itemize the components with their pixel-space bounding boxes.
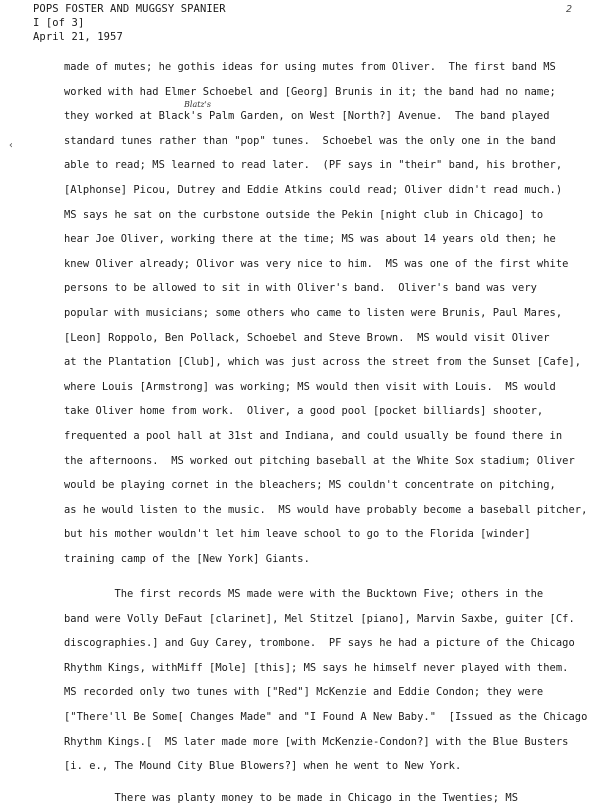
transcript-line: persons to be allowed to sit in with Oliver's band. Oliver's band was very — [64, 282, 537, 295]
transcript-line: worked with had Elmer Schoebel and [Georg] Brunis in it; the band had no name; — [64, 85, 556, 98]
transcript-line: band were Volly DeFaut [clarinet], Mel Stitzel [piano], Marvin Saxbe, guiter [Cf. — [64, 612, 575, 625]
transcript-line: ["There'll Be Some[ Changes Made" and "I Found A New Baby." [Issued as the Chicago — [64, 711, 588, 723]
transcript-line: There was planty money to be made in Chicago in the Twenties; MS — [64, 792, 519, 805]
transcript-line: MS says he sat on the curbstone outside the Pekin [night club in Chicago] to — [64, 208, 544, 221]
handwritten-insert: Blatz's — [184, 100, 211, 109]
transcript-line: [i. e., The Mound City Blue Blowers?] when he went to New York. — [64, 760, 462, 773]
header-date: April 21, 1957 — [33, 31, 123, 43]
document-header — [33, 2, 226, 44]
transcript-line: but his mother wouldn't let him leave school to go to the Florida [winder] — [64, 528, 531, 541]
transcript-line: MS recorded only two tunes with ["Red"] McKenzie and Eddie Condon; they were — [64, 686, 544, 699]
transcript-line: knew Oliver already; Olivor was very nice to him. MS was one of the first white — [64, 257, 569, 270]
transcript-line: would be playing cornet in the bleachers; MS couldn't concentrate on pitching, — [64, 479, 556, 492]
transcript-line: as he would listen to the music. MS would have probably become a baseball pitcher, — [64, 503, 588, 516]
header-reel: I [of 3] — [33, 17, 85, 29]
transcript-line: able to read; MS learned to read later. (PF says in "their" band, his brother, — [64, 159, 563, 172]
transcript-line: [Alphonse] Picou, Dutrey and Eddie Atkins could read; Oliver didn't read much.) — [64, 184, 563, 196]
transcript-line: they worked at Black's Palm Garden, on West [North?] Avenue. The band played — [64, 110, 550, 123]
margin-mark: ‹ — [8, 140, 15, 151]
transcript-line: standard tunes rather than "pop" tunes. Schoebel was the only one in the band — [64, 134, 556, 147]
page-number: 2 — [566, 4, 573, 15]
transcript-line: Rhythm Kings, withMiff [Mole] [this]; MS says he himself never played with them. — [64, 661, 569, 674]
header-title: POPS FOSTER AND MUGGSY SPANIER — [33, 3, 226, 15]
transcript-line: hear Joe Oliver, working there at the time; MS was about 14 years old then; he — [64, 233, 556, 246]
transcript-line: popular with musicians; some others who came to listen were Brunis, Paul Mares, — [64, 307, 563, 319]
transcript-line: [Leon] Roppolo, Ben Pollack, Schoebel and Steve Brown. MS would visit Oliver — [64, 331, 550, 344]
transcript-line: The first records MS made were with the Bucktown Five; others in the — [64, 588, 544, 600]
transcript-line: take Oliver home from work. Oliver, a good pool [pocket billiards] shooter, — [64, 405, 544, 418]
transcript-line: at the Plantation [Club], which was just across the street from the Sunset [Cafe], — [64, 356, 582, 369]
transcript-line: Rhythm Kings.[ MS later made more [with McKenzie-Condon?] with the Blue Busters — [64, 735, 569, 748]
transcript-line: training camp of the [New York] Giants. — [64, 553, 310, 565]
transcript-line: frequented a pool hall at 31st and Indiana, and could usually be found there in — [64, 430, 563, 442]
transcript-line: where Louis [Armstrong] was working; MS would then visit with Louis. MS would — [64, 380, 556, 393]
transcript-line: discographies.] and Guy Carey, trombone. PF says he had a picture of the Chicago — [64, 637, 575, 650]
transcript-line: the afternoons. MS worked out pitching baseball at the White Sox stadium; Oliver — [64, 454, 575, 467]
transcript-line: made of mutes; he gothis ideas for using mutes from Oliver. The first band MS — [64, 61, 556, 73]
